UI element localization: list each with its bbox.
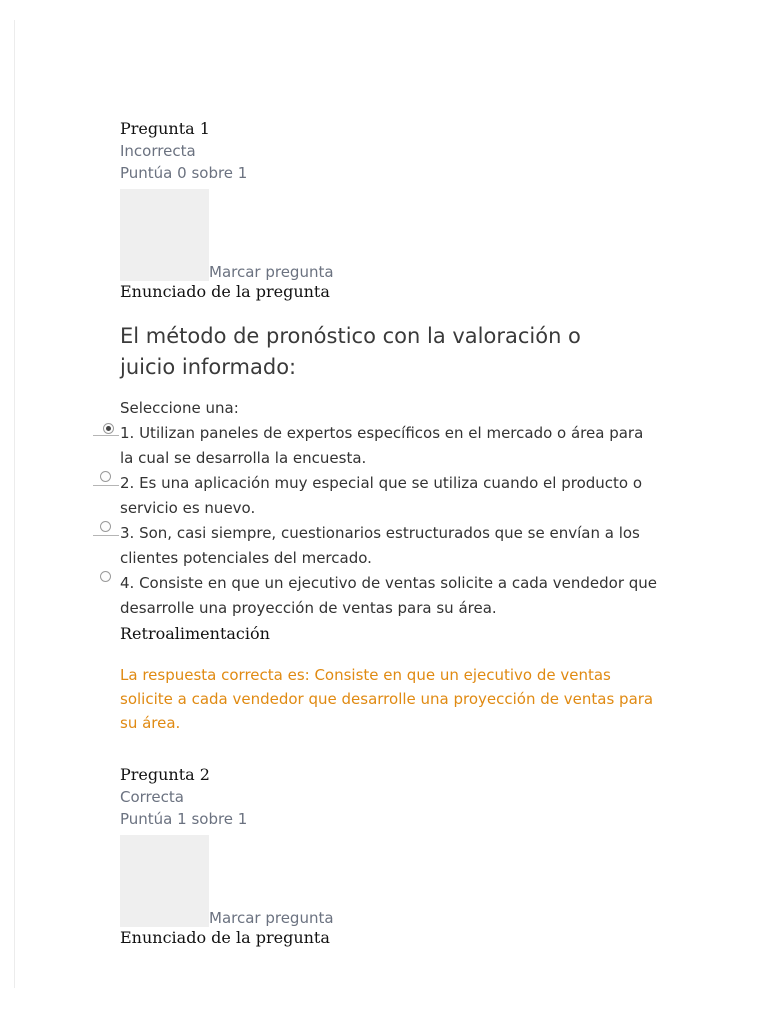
- question-title: Pregunta 1: [120, 119, 210, 138]
- answer-list: [120, 421, 680, 621]
- answer-label: 1. Utilizan paneles de expertos específicos en el mercado o área para la cual se desarrolla la encuesta.: [120, 424, 644, 467]
- question-state: Incorrecta: [120, 142, 196, 160]
- answer-option-4[interactable]: [120, 571, 660, 621]
- flag-question-label[interactable]: Marcar pregunta: [209, 909, 334, 927]
- flag-question-label[interactable]: Marcar pregunta: [209, 263, 334, 281]
- question-title: Pregunta 2: [120, 765, 210, 784]
- question-statement-heading: Enunciado de la pregunta: [120, 282, 330, 301]
- answer-label: 4. Consiste en que un ejecutivo de ventas solicite a cada vendedor que desarrolle una proyección de ventas para su área.: [120, 574, 658, 617]
- flag-icon[interactable]: [120, 835, 209, 927]
- answer-option-2[interactable]: [120, 471, 660, 521]
- answer-option-3[interactable]: [120, 521, 660, 571]
- radio-button[interactable]: [100, 521, 111, 532]
- question-grade: Puntúa 0 sobre 1: [120, 164, 248, 182]
- answer-underline: [93, 485, 119, 486]
- answer-label: 3. Son, casi siempre, cuestionarios estructurados que se envían a los clientes potenciales del mercado.: [120, 524, 640, 567]
- feedback-heading: Retroalimentación: [120, 624, 270, 643]
- answer-label: 2. Es una aplicación muy especial que se utiliza cuando el producto o servicio es nuevo.: [120, 474, 643, 517]
- answer-underline: [93, 435, 119, 436]
- answer-prompt: Seleccione una:: [120, 399, 239, 417]
- feedback-text: La respuesta correcta es: Consiste en que un ejecutivo de ventas solicite a cada vendedor que desarrolle una proyección de ventas para su área.: [120, 666, 654, 732]
- question-grade: Puntúa 1 sobre 1: [120, 810, 248, 828]
- question-text: El método de pronóstico con la valoración o juicio informado:: [120, 324, 581, 379]
- question-1: [120, 118, 680, 735]
- page-left-border: [14, 20, 15, 988]
- question-2: [120, 764, 680, 949]
- question-statement-heading: Enunciado de la pregunta: [120, 928, 330, 947]
- answer-option-1[interactable]: [120, 421, 660, 471]
- flag-question[interactable]: [120, 833, 680, 927]
- radio-button[interactable]: [100, 471, 111, 482]
- flag-icon[interactable]: [120, 189, 209, 281]
- flag-question[interactable]: [120, 187, 680, 281]
- question-state: Correcta: [120, 788, 184, 806]
- answer-underline: [93, 535, 119, 536]
- radio-button-checked[interactable]: [103, 423, 114, 434]
- radio-button[interactable]: [100, 571, 111, 582]
